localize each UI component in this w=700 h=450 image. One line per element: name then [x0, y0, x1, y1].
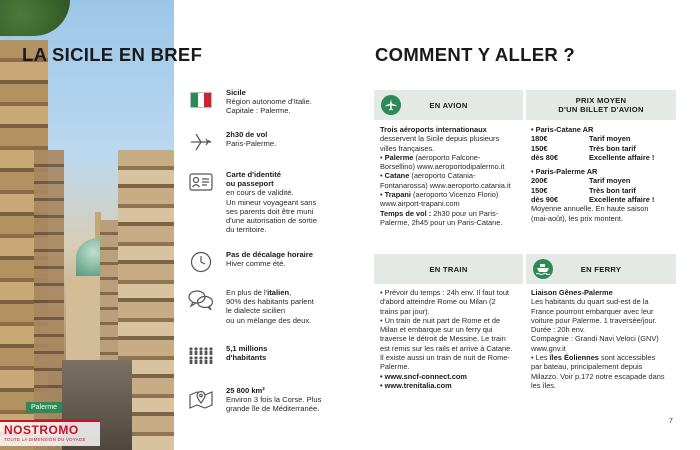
train-line: traverse le détroit de Messine. Le train: [380, 334, 506, 344]
train-line: • Prévoir du temps : 24h env. Il faut tout: [380, 288, 509, 297]
price-header-line1: PRIX MOYEN: [575, 96, 627, 105]
plane-intro-bold: Trois aéroports internationaux: [380, 125, 487, 134]
population-icon: [188, 344, 214, 368]
train-line: trains par jour).: [380, 306, 430, 316]
price-value: 180€: [531, 134, 548, 144]
price-route-name: • Paris-Palerme AR: [531, 167, 598, 177]
plane-intro-line: villes françaises.: [380, 143, 435, 153]
price-header-line2: D'UN BILLET D'AVION: [558, 105, 644, 114]
fact-line: Sicile: [226, 88, 246, 97]
fact-line: Un mineur voyageant sans: [226, 197, 317, 207]
price-value: dès 90€: [531, 195, 559, 205]
price-header: [526, 90, 676, 120]
photo-caption: Palerme: [26, 402, 62, 413]
train-line: Milan et embarque sur un ferry qui: [380, 325, 493, 335]
flight-time-text: 2h30 pour un Paris-: [431, 208, 499, 218]
fact-line: Environ 3 fois la Corse. Plus: [226, 395, 322, 405]
fact-line: En plus de l'italien,: [226, 288, 292, 297]
fact-line: d'habitants: [226, 353, 267, 363]
map-pin-icon: [188, 386, 214, 410]
train-line: Il existe aussi un train de nuit de Rome-: [380, 353, 510, 363]
train-line: d'abord atteindre Rome ou Milan (2: [380, 297, 496, 307]
price-value: 200€: [531, 176, 548, 186]
fact-line: grande île de Méditerranée.: [226, 404, 320, 414]
ferry-islands-post: sont accessibles: [598, 353, 656, 363]
ferry-route: Liaison Gênes-Palerme: [531, 288, 613, 297]
fact-line: le dialecte sicilien: [226, 306, 286, 316]
price-value: 150€: [531, 185, 548, 195]
train-header-label: EN TRAIN: [429, 264, 468, 274]
airport-detail: (aeroporto Catania-: [409, 171, 476, 181]
travel-info-panel: [374, 90, 676, 402]
fact-line: du territoire.: [226, 225, 267, 235]
fact-line: 5,1 millions: [226, 344, 268, 353]
airport-detail: Fontanarossa) www.aeroporto.catania.it: [380, 180, 511, 190]
fact-text: [226, 250, 350, 268]
ferry-islands-pre: • Les: [531, 353, 550, 363]
train-body: [380, 288, 526, 390]
ferry-header-label: EN FERRY: [580, 264, 622, 274]
ferry-body: [531, 288, 676, 390]
fact-text: [226, 88, 350, 116]
brand-name: NOSTROMO: [4, 423, 79, 437]
price-label: Tarif moyen: [589, 176, 631, 186]
fact-line: 2h30 de vol: [226, 130, 268, 139]
plane-header: [374, 90, 523, 120]
flight-time-label: Temps de vol :: [380, 208, 432, 218]
ferry-islands-name: îles Éoliennes: [549, 353, 599, 363]
fact-line: d'une autorisation de sortie: [226, 216, 317, 226]
brand-tagline: TOUTE LA DIMENSION DU VOYAGE: [4, 437, 86, 442]
price-body: [531, 125, 676, 223]
plane-intro-line: desservent la Sicile depuis plusieurs: [380, 134, 500, 144]
ferry-line: France pourront embarquer avec leur: [531, 306, 654, 316]
fact-line: Paris-Palerme.: [226, 139, 277, 149]
fact-text: [226, 386, 350, 414]
fact-line: ou un mélange des deux.: [226, 315, 312, 325]
section-title-right: COMMENT Y ALLER ?: [375, 44, 576, 65]
price-route-name: • Paris-Catane AR: [531, 125, 594, 134]
airport-detail: Borsellino) www.aeroportodipalermo.it: [380, 162, 505, 172]
plane-body: Trois aéroports internationaux desservent la Sicile depuis plusieurs villes françaises. • Palerme (aeroporto Falcone- Borsellino) www.aeroportodipalermo.it • Catane (aeroporto Catania- Fontanarossa) www.aeroporto.catania.it • Trapani (aeroporto Vicenzo Florio) www.airport-trapani.com Temps de vol : 2h30 pour un Paris- Palerme, 2h45 pour un Paris-Catane.: [380, 125, 526, 227]
flight-time-text: Palerme, 2h45 pour un Paris-Catane.: [380, 217, 503, 227]
fact-line: en cours de validité.: [226, 188, 294, 198]
fact-line: 25 800 km²: [226, 386, 265, 395]
fact-line: Région autonome d'Italie.: [226, 97, 312, 107]
price-label: Excellente affaire !: [589, 152, 655, 162]
palermo-street-photo: [0, 0, 174, 450]
page-number: 7: [669, 418, 673, 425]
train-line: Palerme.: [380, 362, 410, 372]
airplane-circle-icon: [381, 95, 401, 115]
price-note: Moyenne annuelle. En haute saison: [531, 204, 649, 214]
plane-header-label: EN AVION: [429, 100, 468, 110]
airport-detail: (aeroporto Vicenzo Florio): [410, 190, 499, 200]
ferry-islands-line: par bateau, principalement depuis: [531, 362, 643, 372]
fact-line: ses parents doit être muni: [226, 206, 314, 216]
tree-foliage: [0, 0, 70, 36]
ferry-line: www.gnv.it: [531, 343, 566, 353]
italy-flag-icon: [188, 88, 214, 112]
ferry-line: Les habitants du quart sud-est de la: [531, 297, 649, 307]
train-link[interactable]: • www.sncf-connect.com: [380, 371, 467, 381]
train-line: • Un train de nuit part de Rome et de: [380, 315, 501, 325]
price-note: (mai-août), les prix montent.: [531, 213, 624, 223]
fact-text: [226, 130, 350, 148]
ferry-islands-line: les îles.: [531, 380, 557, 390]
price-value: dès 80€: [531, 152, 559, 162]
airport-name: Catane: [384, 171, 410, 181]
fact-text: [226, 344, 350, 362]
speech-bubbles-icon: [188, 288, 214, 312]
price-label: Très bon tarif: [589, 185, 636, 195]
ferry-islands-line: Milazzo. Voir p.172 notre escapade dans: [531, 371, 665, 381]
fact-text: [226, 288, 350, 325]
price-label: Très bon tarif: [589, 143, 636, 153]
fact-line: 90% des habitants parlent: [226, 297, 314, 307]
ferry-circle-icon: [533, 259, 553, 279]
fact-line: Carte d'identité: [226, 170, 281, 179]
airport-detail: www.airport-trapani.com: [380, 199, 460, 209]
airport-name: Trapani: [384, 190, 411, 200]
ferry-line: Compagnie : Grandi Navi Veloci (GNV): [531, 334, 659, 344]
clock-icon: [188, 250, 214, 274]
airport-detail: (aeroporto Falcone-: [413, 152, 481, 162]
fact-line: Hiver comme été.: [226, 259, 286, 269]
fact-text: [226, 170, 350, 234]
id-card-icon: [188, 170, 214, 194]
train-header: [374, 254, 523, 284]
train-link[interactable]: • www.trenitalia.com: [380, 380, 452, 390]
fact-line: Pas de décalage horaire: [226, 250, 313, 259]
price-value: 150€: [531, 143, 548, 153]
ferry-header: [526, 254, 676, 284]
price-table-palerme: [531, 176, 676, 204]
airport-name: Palerme: [384, 152, 414, 162]
price-label: Excellente affaire !: [589, 195, 655, 205]
price-label: Tarif moyen: [589, 134, 631, 144]
price-table-catane: [531, 134, 676, 162]
fact-line: Capitale : Palerme.: [226, 106, 291, 116]
section-title-left: LA SICILE EN BREF: [22, 44, 203, 65]
airplane-icon: [188, 130, 214, 154]
fact-line: ou passeport: [226, 179, 274, 189]
brand-logo: [0, 420, 100, 446]
train-line: est remis sur les rails et arrive à Catane.: [380, 343, 513, 353]
ferry-line: voiture pour Palerme. 1 traversée/jour.: [531, 315, 657, 325]
ferry-line: Durée : 20h env.: [531, 325, 586, 335]
